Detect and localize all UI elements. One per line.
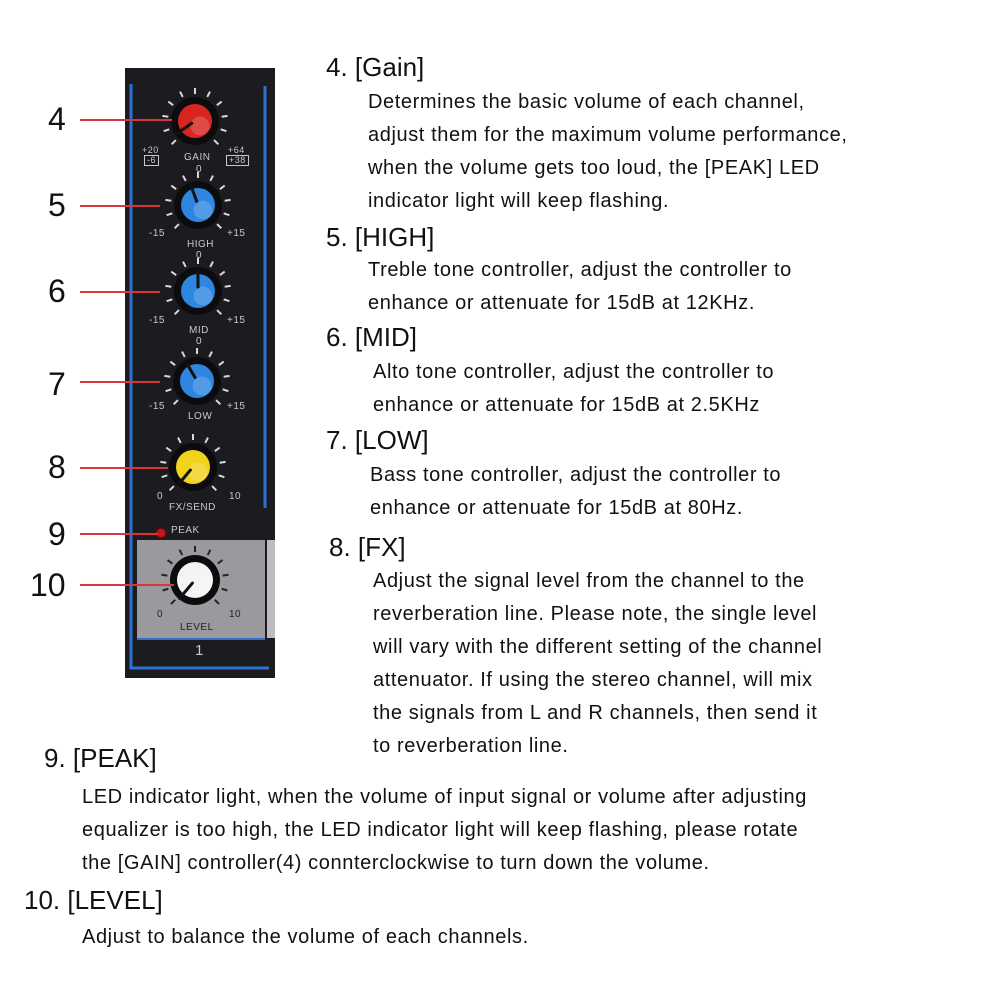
knob-scale-tick (166, 448, 171, 452)
knob-scale-tick (160, 462, 166, 463)
high-description (368, 254, 792, 320)
gain-max-label: +64 (228, 145, 245, 155)
knob-scale-tick (183, 262, 186, 267)
knob-scale-tick (221, 129, 227, 131)
gain-min-sub-label: -6 (144, 155, 159, 166)
knob-scale-tick (165, 286, 171, 287)
knob-scale-tick (170, 486, 174, 490)
gain-min-label: +20 (142, 145, 159, 155)
peak-description (82, 781, 807, 880)
level-label: LEVEL (180, 622, 214, 633)
fx-knob[interactable] (160, 434, 225, 491)
low-line-2: enhance or attenuate for 15dB at 80Hz. (370, 497, 744, 519)
knob-scale-tick (171, 272, 176, 276)
gain-line-1: Determines the basic volume of each channel, (368, 91, 805, 113)
knob-scale-tick (223, 389, 229, 391)
knob-scale-tick (164, 376, 170, 377)
fx-line-4: attenuator. If using the stereo channel, will mix (373, 669, 813, 691)
knob-scale-tick (172, 140, 176, 144)
knob-scale-tick (215, 448, 220, 452)
callout-10-line (80, 584, 174, 586)
low-label: LOW (188, 411, 213, 422)
low-min-label: -15 (149, 401, 165, 412)
knob-scale-tick (224, 213, 230, 215)
level-heading: 10. [LEVEL] (24, 885, 163, 915)
high-knob[interactable] (165, 172, 230, 229)
knob-highlight (189, 463, 208, 482)
knob-scale-tick (210, 176, 213, 181)
fx-line-3: will vary with the different setting of the channel (373, 636, 823, 658)
low-max-label: +15 (227, 401, 246, 412)
fx-min-label: 0 (157, 491, 164, 502)
knob-scale-tick (166, 389, 172, 391)
callout-9-line (80, 533, 158, 535)
high-zero-label: 0 (196, 164, 203, 175)
mid-line-2: enhance or attenuate for 15dB at 2.5KHz (373, 394, 760, 416)
channel-number: 1 (195, 642, 204, 659)
knob-scale-tick (224, 299, 230, 301)
gain-description (368, 86, 848, 218)
knob-scale-tick (214, 140, 218, 144)
mid-zero-label: 0 (196, 250, 203, 261)
callout-6: 6 (48, 273, 66, 309)
knob-scale-tick (178, 438, 181, 443)
fx-heading: 8. [FX] (329, 532, 406, 562)
knob-scale-tick (210, 262, 213, 267)
knob-scale-tick (225, 286, 231, 287)
next-channel-edge (267, 540, 275, 638)
fx-line-5: the signals from L and R channels, then send it (373, 702, 818, 724)
knob-scale-tick (175, 310, 179, 314)
level-description (82, 921, 529, 954)
fx-max-label: 10 (229, 491, 242, 502)
peak-line-1: LED indicator light, when the volume of input signal or volume after adjusting (82, 786, 807, 808)
knob-highlight (191, 117, 210, 136)
knob-scale-tick (162, 475, 168, 477)
callout-5: 5 (48, 187, 66, 223)
peak-heading: 9. [PEAK] (44, 743, 157, 773)
mid-knob[interactable] (165, 258, 230, 315)
fx-label: FX/SEND (169, 502, 216, 513)
level-min-label: 0 (157, 609, 164, 620)
low-heading: 7. [LOW] (326, 425, 429, 455)
knob-scale-tick (174, 400, 178, 404)
knob-scale-tick (217, 224, 221, 228)
high-line-1: Treble tone controller, adjust the controller to (368, 259, 792, 281)
callout-4-line (80, 119, 172, 121)
fx-description (373, 565, 822, 763)
knob-highlight (193, 377, 212, 396)
knob-scale-tick (224, 376, 230, 377)
high-heading: 5. [HIGH] (326, 222, 435, 252)
knob-scale-tick (205, 438, 208, 443)
gain-line-4: indicator light will keep flashing. (368, 190, 670, 212)
gain-line-2: adjust them for the maximum volume performance, (368, 124, 848, 146)
mid-description (373, 356, 774, 422)
knob-scale-tick (168, 102, 173, 106)
mid-line-1: Alto tone controller, adjust the controller to (373, 361, 775, 383)
knob-scale-tick (223, 575, 229, 576)
knob-scale-tick (165, 200, 171, 201)
mid-heading: 6. [MID] (326, 322, 418, 352)
high-min-label: -15 (149, 228, 165, 239)
callout-5-line (80, 205, 160, 207)
knob-scale-tick (225, 200, 231, 201)
knob-scale-tick (161, 575, 167, 576)
gain-heading: 4. [Gain] (326, 52, 425, 82)
low-line-1: Bass tone controller, adjust the controller to (370, 464, 782, 486)
knob-scale-tick (162, 116, 168, 117)
knob-scale-tick (219, 475, 225, 477)
callout-4: 4 (48, 101, 66, 137)
knob-scale-tick (217, 310, 221, 314)
low-description (370, 459, 781, 525)
knob-scale-tick (182, 352, 185, 357)
callout-8-line (80, 467, 168, 469)
level-line-1: Adjust to balance the volume of each channels. (82, 926, 529, 948)
mid-max-label: +15 (227, 315, 246, 326)
knob-highlight (190, 575, 210, 595)
knob-scale-tick (217, 102, 222, 106)
callout-9: 9 (48, 516, 66, 552)
high-label: HIGH (187, 239, 214, 250)
knob-scale-tick (220, 272, 225, 276)
knob-scale-tick (220, 186, 225, 190)
knob-scale-tick (222, 116, 228, 117)
low-knob[interactable] (164, 348, 229, 405)
knob-scale-tick (207, 92, 210, 97)
level-max-label: 10 (229, 609, 242, 620)
knob-scale-tick (171, 186, 176, 190)
knob-scale-tick (175, 224, 179, 228)
callout-7: 7 (48, 366, 66, 402)
mid-label: MID (189, 325, 209, 336)
callout-8: 8 (48, 449, 66, 485)
mixer-channel-strip (125, 68, 275, 678)
low-zero-label: 0 (196, 336, 203, 347)
knob-scale-tick (167, 213, 173, 215)
gain-line-3: when the volume gets too loud, the [PEAK] LED (368, 157, 820, 179)
callout-10: 10 (30, 567, 66, 603)
knob-scale-tick (219, 362, 224, 366)
knob-scale-tick (183, 176, 186, 181)
knob-scale-tick (167, 299, 173, 301)
fx-line-2: reverberation line. Please note, the single level (373, 603, 818, 625)
knob-scale-tick (164, 129, 170, 131)
knob-scale-tick (170, 362, 175, 366)
gain-label: GAIN (184, 152, 211, 163)
knob-scale-tick (212, 486, 216, 490)
peak-label: PEAK (171, 525, 200, 536)
knob-scale-tick (209, 352, 212, 357)
knob-scale-tick (216, 400, 220, 404)
knob-scale-tick (220, 462, 226, 463)
knob-scale-tick (180, 92, 183, 97)
callout-6-line (80, 291, 160, 293)
callout-7-line (80, 381, 160, 383)
high-line-2: enhance or attenuate for 15dB at 12KHz. (368, 292, 755, 314)
high-max-label: +15 (227, 228, 246, 239)
mid-min-label: -15 (149, 315, 165, 326)
peak-line-3: the [GAIN] controller(4) connterclockwise to turn down the volume. (82, 852, 710, 874)
fx-line-1: Adjust the signal level from the channel to the (373, 570, 805, 592)
knob-highlight (194, 201, 213, 220)
peak-line-2: equalizer is too high, the LED indicator light will keep flashing, please rotate (82, 819, 799, 841)
gain-max-sub-label: +38 (226, 155, 249, 166)
fx-line-6: to reverberation line. (373, 735, 569, 757)
knob-highlight (194, 287, 213, 306)
gain-knob[interactable] (162, 88, 227, 145)
